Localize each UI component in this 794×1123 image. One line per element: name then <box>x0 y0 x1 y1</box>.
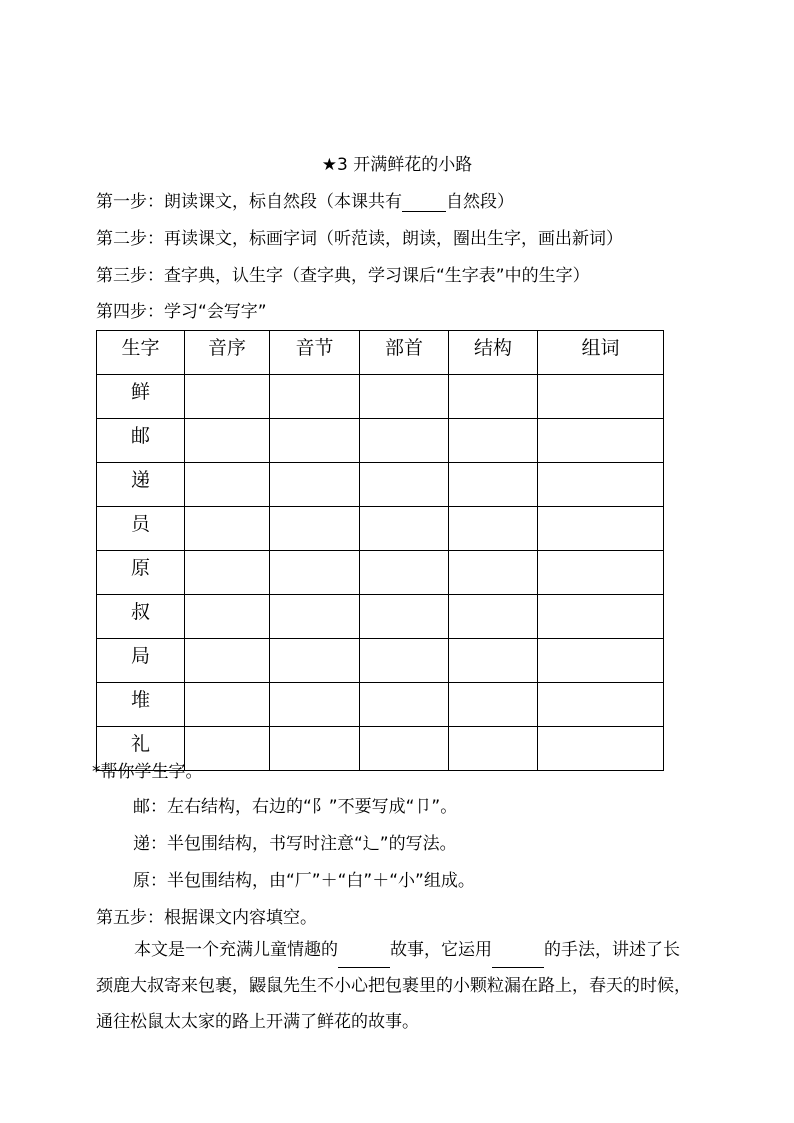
answer-cell[interactable] <box>360 639 449 683</box>
answer-cell[interactable] <box>449 639 538 683</box>
answer-cell[interactable] <box>538 463 664 507</box>
table-row <box>97 375 664 419</box>
answer-cell[interactable] <box>270 551 360 595</box>
step-5: 第五步：根据课文内容填空。 <box>96 908 317 928</box>
answer-cell[interactable] <box>449 683 538 727</box>
answer-cell[interactable] <box>360 419 449 463</box>
column-header: 生字 <box>97 331 185 375</box>
answer-cell[interactable] <box>185 375 270 419</box>
answer-cell[interactable] <box>360 463 449 507</box>
answer-cell[interactable] <box>360 551 449 595</box>
column-header: 组词 <box>538 331 664 375</box>
answer-cell[interactable] <box>538 507 664 551</box>
answer-cell[interactable] <box>538 419 664 463</box>
step-2: 第二步：再读课文，标画字词（听范读，朗读，圈出生字，画出新词） <box>96 229 623 249</box>
table-row <box>97 551 664 595</box>
character-cell: 局 <box>97 639 185 683</box>
table-row <box>97 419 664 463</box>
answer-cell[interactable] <box>538 727 664 771</box>
answer-cell[interactable] <box>270 419 360 463</box>
character-cell: 叔 <box>97 595 185 639</box>
paragraph-count-blank[interactable] <box>402 193 446 212</box>
table-row <box>97 463 664 507</box>
answer-cell[interactable] <box>270 463 360 507</box>
character-cell: 员 <box>97 507 185 551</box>
step-1-text: 第一步：朗读课文，标自然段（本课共有 <box>96 192 402 212</box>
answer-cell[interactable] <box>185 419 270 463</box>
answer-cell[interactable] <box>270 507 360 551</box>
page-title: ★3 开满鲜花的小路 <box>321 155 473 175</box>
column-header: 结构 <box>449 331 538 375</box>
answer-cell[interactable] <box>360 727 449 771</box>
answer-cell[interactable] <box>185 595 270 639</box>
help-item: 邮：左右结构，右边的“阝”不要写成“卩”。 <box>133 797 458 817</box>
answer-cell[interactable] <box>185 507 270 551</box>
fill-text-1: 本文是一个充满儿童情趣的 <box>134 940 338 960</box>
answer-cell[interactable] <box>185 463 270 507</box>
answer-cell[interactable] <box>270 375 360 419</box>
answer-cell[interactable] <box>449 463 538 507</box>
help-heading: *帮你学生字。 <box>92 762 203 782</box>
fill-text-2: 故事，它运用 <box>390 940 492 960</box>
step-1 <box>96 187 514 212</box>
character-cell: 堆 <box>97 683 185 727</box>
answer-cell[interactable] <box>185 639 270 683</box>
character-cell: 原 <box>97 551 185 595</box>
character-cell: 递 <box>97 463 185 507</box>
answer-cell[interactable] <box>538 639 664 683</box>
answer-cell[interactable] <box>270 683 360 727</box>
answer-cell[interactable] <box>449 727 538 771</box>
character-cell: 鲜 <box>97 375 185 419</box>
column-header: 音节 <box>270 331 360 375</box>
help-item: 原：半包围结构，由“厂”＋“白”＋“小”组成。 <box>133 871 475 891</box>
table-row <box>97 507 664 551</box>
answer-cell[interactable] <box>538 375 664 419</box>
answer-cell[interactable] <box>185 683 270 727</box>
fill-in-paragraph <box>96 932 696 1040</box>
answer-cell[interactable] <box>449 551 538 595</box>
character-cell: 礼 <box>97 727 185 771</box>
answer-cell[interactable] <box>538 683 664 727</box>
answer-cell[interactable] <box>360 375 449 419</box>
answer-cell[interactable] <box>449 375 538 419</box>
fill-text-3: 的手法，讲述了长颈鹿大叔寄来包裹，鼹鼠先生不小心把包裹里的小颗粒漏在路上，春天的时候，通往松鼠太太家的路上开满了鲜花的故事。 <box>96 940 691 1032</box>
step-4: 第四步：学习“会写字” <box>96 302 267 322</box>
answer-cell[interactable] <box>360 595 449 639</box>
answer-cell[interactable] <box>270 727 360 771</box>
step-3: 第三步：查字典，认生字（查字典，学习课后“生字表”中的生字） <box>96 266 590 286</box>
character-cell: 邮 <box>97 419 185 463</box>
table-row <box>97 639 664 683</box>
answer-cell[interactable] <box>270 639 360 683</box>
answer-cell[interactable] <box>538 551 664 595</box>
character-table <box>96 330 664 771</box>
step-1-suffix: 自然段） <box>446 192 514 212</box>
table-row <box>97 595 664 639</box>
column-header: 音序 <box>185 331 270 375</box>
answer-cell[interactable] <box>360 507 449 551</box>
column-header: 部首 <box>360 331 449 375</box>
table-header-row <box>97 331 664 375</box>
answer-cell[interactable] <box>538 595 664 639</box>
table-row <box>97 683 664 727</box>
story-type-blank[interactable] <box>338 949 390 968</box>
technique-blank[interactable] <box>492 949 544 968</box>
answer-cell[interactable] <box>360 683 449 727</box>
answer-cell[interactable] <box>449 507 538 551</box>
answer-cell[interactable] <box>270 595 360 639</box>
answer-cell[interactable] <box>449 419 538 463</box>
answer-cell[interactable] <box>449 595 538 639</box>
help-item: 递：半包围结构，书写时注意“辶”的写法。 <box>133 834 457 854</box>
answer-cell[interactable] <box>185 551 270 595</box>
